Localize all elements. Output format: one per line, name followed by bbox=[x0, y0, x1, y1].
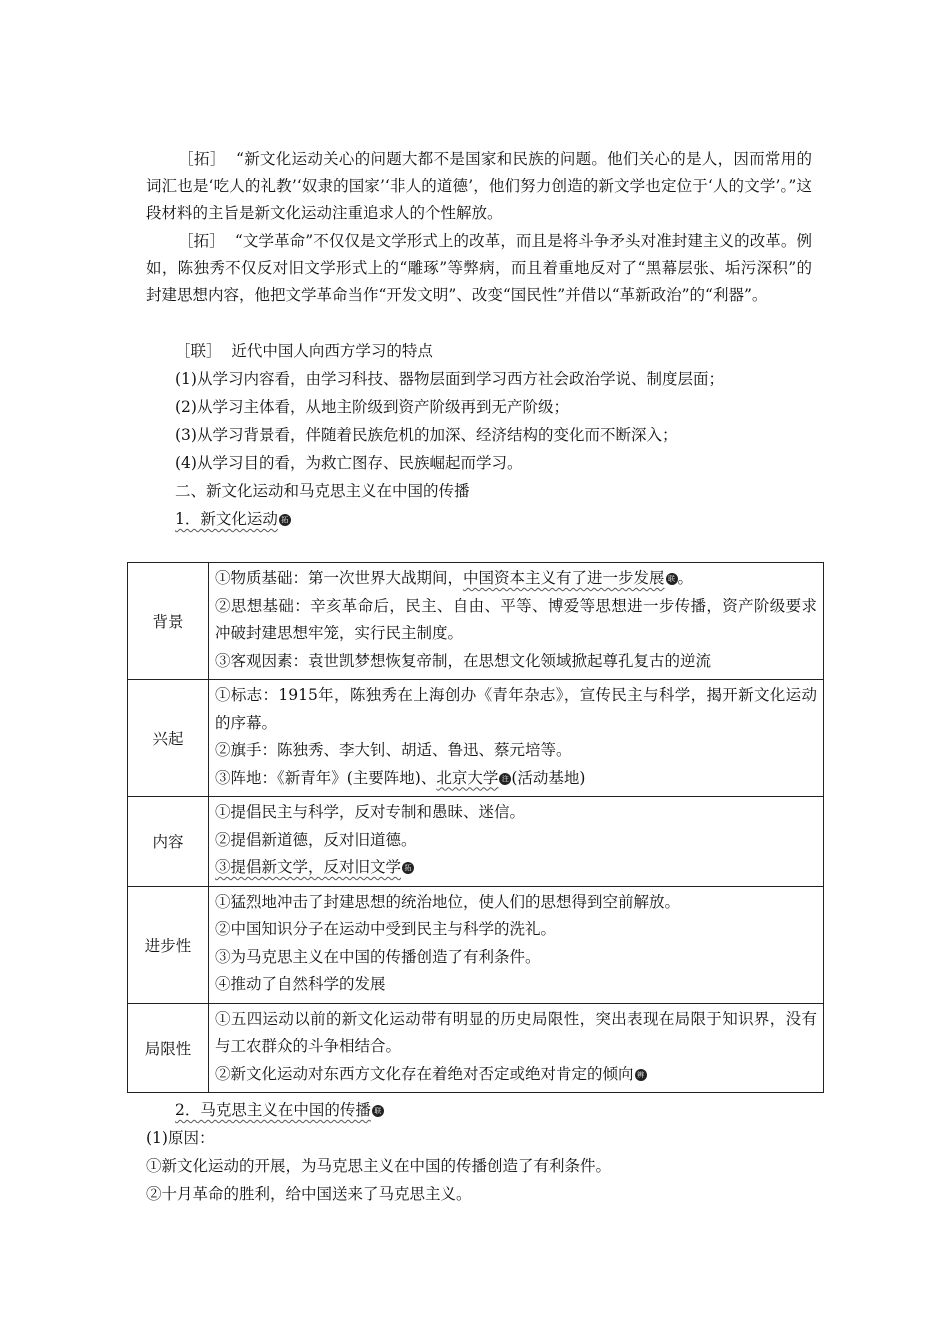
emphasis-text: ③提倡新文学，反对旧文学 bbox=[215, 858, 402, 876]
cell-text: ②新文化运动对东西方文化存在着绝对否定或绝对肯定的倾向 bbox=[215, 1064, 634, 1083]
tuo-paragraph-1 bbox=[146, 146, 812, 227]
row-header: 兴起 bbox=[128, 680, 209, 797]
lian-heading bbox=[175, 338, 433, 365]
row-content bbox=[209, 797, 824, 887]
cell-text: (活动基地) bbox=[511, 768, 586, 787]
lian-item: (2)从学习主体看，从地主阶级到资产阶级再到无产阶级； bbox=[175, 398, 569, 416]
cell-line bbox=[215, 565, 817, 593]
subsection-title-text: 1．新文化运动 bbox=[175, 510, 278, 528]
table-row bbox=[128, 797, 824, 887]
tuo-tag: ［拓］ bbox=[178, 232, 225, 250]
row-content bbox=[209, 1003, 824, 1093]
subsection-title-text: 2．马克思主义在中国的传播 bbox=[175, 1101, 371, 1119]
cell-text: ①物质基础：第一次世界大战期间， bbox=[215, 569, 464, 587]
emphasis-text: 中国资本主义有了进一步发展 bbox=[463, 569, 665, 587]
subsection-title bbox=[175, 1097, 384, 1124]
cell-line bbox=[215, 765, 817, 793]
reason-item: ②十月革命的胜利，给中国送来了马克思主义。 bbox=[146, 1185, 472, 1203]
cell-line: ③客观因素：袁世凯梦想恢复帝制，在思想文化领域掀起尊孔复古的逆流 bbox=[215, 651, 712, 670]
tuo-paragraph-2 bbox=[146, 228, 812, 309]
zhu-mark-icon: 注 bbox=[499, 773, 511, 785]
row-header: 进步性 bbox=[128, 886, 209, 1003]
cell-line: ②旗手：陈独秀、李大钊、胡适、鲁迅、蔡元培等。 bbox=[215, 741, 572, 759]
table-row bbox=[128, 680, 824, 797]
lian-item: (3)从学习背景看，伴随着民族危机的加深、经济结构的变化而不断深入； bbox=[175, 426, 678, 444]
cell-line: ①猛烈地冲击了封建思想的统治地位，使人们的思想得到空前解放。 bbox=[215, 892, 681, 911]
table-row bbox=[128, 1003, 824, 1093]
tuo-mark-icon: 拓 bbox=[279, 514, 291, 526]
tuo-tag: ［拓］ bbox=[178, 150, 226, 168]
emphasis-text: 北京大学 bbox=[436, 768, 499, 787]
cell-line: ③为马克思主义在中国的传播创造了有利条件。 bbox=[215, 947, 541, 966]
lian-title: 近代中国人向西方学习的特点 bbox=[231, 342, 433, 360]
lian-tag: ［联］ bbox=[175, 342, 222, 360]
row-header: 背景 bbox=[128, 563, 209, 680]
reason-item: ①新文化运动的开展，为马克思主义在中国的传播创造了有利条件。 bbox=[146, 1157, 612, 1175]
table-row bbox=[128, 563, 824, 680]
table-row bbox=[128, 886, 824, 1003]
lian-mark-icon: 联 bbox=[666, 573, 678, 585]
lian-item: (4)从学习目的看，为救亡图存、民族崛起而学习。 bbox=[175, 454, 523, 472]
section-heading: 二、新文化运动和马克思主义在中国的传播 bbox=[175, 482, 470, 500]
cell-line: ①五四运动以前的新文化运动带有明显的历史局限性，突出表现在局限于知识界，没有与工农群众的斗争相结合。 bbox=[215, 1009, 817, 1055]
cell-line: ②思想基础：辛亥革命后，民主、自由、平等、博爱等思想进一步传播，资产阶级要求冲破封建思想牢笼，实行民主制度。 bbox=[215, 596, 817, 642]
reason-label: (1)原因： bbox=[146, 1129, 215, 1147]
tuo-mark-icon: 拓 bbox=[402, 862, 414, 874]
cell-line: ①提倡民主与科学，反对专制和愚昧、迷信。 bbox=[215, 803, 526, 821]
tuo-text: “新文化运动关心的问题大都不是国家和民族的问题。他们关心的是人，因而常用的词汇也是‘吃人的礼教’‘奴隶的国家’‘非人的道德’，他们努力创造的新文学也定位于‘人的文学’。”这段材料的主旨是新文化运动注重追求人的个性解放。 bbox=[146, 150, 812, 222]
lian-mark-icon: 联 bbox=[372, 1105, 384, 1117]
row-header: 内容 bbox=[128, 797, 209, 887]
cell-line bbox=[215, 1061, 817, 1089]
row-content bbox=[209, 886, 824, 1003]
row-header: 局限性 bbox=[128, 1003, 209, 1093]
row-content bbox=[209, 680, 824, 797]
cell-line bbox=[215, 854, 817, 882]
cell-line: ④推动了自然科学的发展 bbox=[215, 975, 386, 993]
cell-line: ②提倡新道德，反对旧道德。 bbox=[215, 830, 417, 849]
tuo-text: “文学革命”不仅仅是文学形式上的改革，而且是将斗争矛头对准封建主义的改革。例如，陈独秀不仅反对旧文学形式上的“雕琢”等弊病，而且着重地反对了“黑幕层张、垢污深积”的封建思想内容，他把文学革命当作“开发文明”、改变“国民性”并借以“革新政治”的“利器”。 bbox=[146, 232, 812, 304]
knowledge-table bbox=[127, 562, 824, 1093]
lian-item: (1)从学习内容看，由学习科技、器物层面到学习西方社会政治学说、制度层面； bbox=[175, 370, 724, 388]
cell-text: ③阵地：《新青年》(主要阵地)、 bbox=[215, 768, 437, 787]
subsection-title bbox=[175, 506, 291, 533]
bian-mark-icon: 辨 bbox=[635, 1069, 647, 1081]
cell-line: ②中国知识分子在运动中受到民主与科学的洗礼。 bbox=[215, 920, 557, 938]
cell-line: ①标志：1915年，陈独秀在上海创办《青年杂志》，宣传民主与科学，揭开新文化运动的序幕。 bbox=[215, 686, 817, 732]
cell-text: 。 bbox=[677, 569, 694, 587]
row-content bbox=[209, 563, 824, 680]
